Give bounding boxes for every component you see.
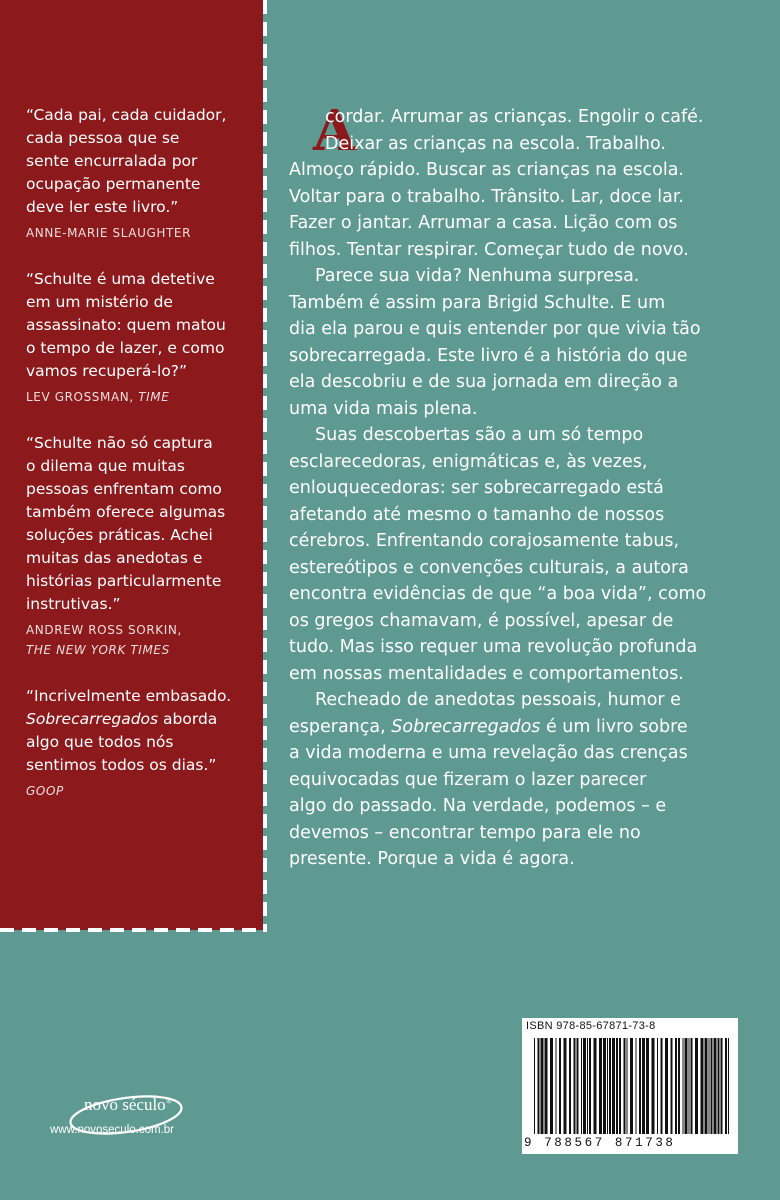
quote-line: em um mistério de (26, 293, 173, 311)
barcode-bar (603, 1038, 606, 1134)
body-line: em nossas mentalidades e comportamentos. (289, 663, 684, 684)
barcode-bar (657, 1038, 658, 1134)
barcode-bar (636, 1038, 637, 1134)
body-line: estereótipos e convenções culturais, a autora (289, 557, 689, 578)
body-line: encontra evidências de que “a boa vida”, como (289, 584, 707, 604)
quote-line: sente encurralada por (26, 152, 198, 170)
quote-line: sentimos todos os dias.” (26, 756, 217, 774)
quote-line: “Cada pai, cada cuidador, (26, 106, 227, 124)
barcode-bar (589, 1038, 591, 1134)
isbn-digits: 9 788567 871738 (524, 1136, 676, 1150)
barcode-bar (624, 1038, 626, 1134)
barcode-bar (599, 1038, 602, 1134)
barcode-bar (577, 1038, 579, 1134)
body-line: Suas descobertas são a um só tempo (315, 425, 644, 445)
body-line: afetando até mesmo o tamanho de nossos (289, 504, 665, 525)
quote-line: histórias particularmente (26, 572, 222, 590)
barcode-bar (714, 1038, 717, 1134)
paragraph-3 (289, 422, 759, 687)
barcode-bar (725, 1038, 727, 1134)
author-line (26, 387, 258, 407)
barcode-bar (709, 1038, 710, 1134)
body-line: cérebros. Enfrentando corajosamente tabus, (289, 531, 680, 551)
synopsis (289, 98, 759, 873)
barcode-bar (534, 1038, 535, 1134)
quote-line: deve ler este livro.” (26, 198, 179, 216)
body-line: ela descobriu e de sua jornada em direção a (289, 372, 679, 392)
quote-line: ocupação permanente (26, 175, 201, 193)
barcode-bar (609, 1038, 611, 1134)
quote-line: pessoas enfrentam como (26, 480, 222, 498)
body-line: tudo. Mas isso requer uma revolução profunda (289, 637, 698, 657)
quote-grossman (26, 268, 258, 407)
body-line: Almoço rápido. Buscar as crianças na escola. (289, 160, 684, 180)
isbn-label: ISBN 978-85-67871-73-8 (526, 1020, 656, 1032)
quote-line: instrutivas.” (26, 595, 121, 613)
quote-line: algo que todos nós (26, 733, 174, 751)
barcode-bar (607, 1038, 608, 1134)
barcode-bar (574, 1038, 576, 1134)
barcode-bar (685, 1038, 688, 1134)
publisher-name-text: novo século (84, 1095, 166, 1114)
quote-sorkin (26, 432, 258, 660)
body-line: equivocadas que fizeram o lazer parecer (289, 769, 647, 790)
body-line (289, 714, 759, 741)
body-line: algo do passado. Na verdade, podemos – e (289, 796, 667, 816)
barcode-bar (671, 1038, 673, 1134)
barcode-bar (721, 1038, 723, 1134)
barcode-bar (619, 1038, 621, 1134)
endorsements (26, 104, 258, 826)
barcode-bar (569, 1038, 571, 1134)
quote-text (26, 268, 258, 383)
body-fragment: é um livro sobre (540, 716, 688, 737)
quote-line: muitas das anedotas e (26, 549, 203, 567)
barcode-bar (612, 1038, 615, 1134)
body-line: Voltar para o trabalho. Trânsito. Lar, doce lar. (289, 186, 684, 207)
quote-author (26, 781, 258, 801)
paragraph-4 (289, 687, 759, 873)
body-line: presente. Porque a vida é agora. (289, 849, 575, 869)
author-source: TIME (138, 390, 170, 404)
author-name: LEV GROSSMAN, (26, 390, 134, 404)
barcode-bar (627, 1038, 628, 1134)
body-line: filhos. Tentar respirar. Começar tudo de novo. (289, 239, 689, 260)
barcode-bar (652, 1038, 655, 1134)
barcode-bar (678, 1038, 680, 1134)
quote-line: “Schulte não só captura (26, 434, 213, 452)
book-title: Sobrecarregados (391, 716, 541, 737)
barcode-bar (675, 1038, 677, 1134)
quote-line: “Schulte é uma detetive (26, 270, 215, 288)
barcode-bar (691, 1038, 693, 1134)
book-title: Sobrecarregados (26, 710, 159, 728)
barcode-bar (564, 1038, 567, 1134)
publisher-url: www.novoseculo.com.br (50, 1124, 174, 1136)
barcode-bar (581, 1038, 582, 1134)
author-source: THE NEW YORK TIMES (26, 643, 170, 657)
barcode-bar (689, 1038, 690, 1134)
quote-line: soluções práticas. Achei (26, 526, 213, 544)
barcode-bar (695, 1038, 698, 1134)
barcode-bar (642, 1038, 645, 1134)
author-name: ANNE-MARIE SLAUGHTER (26, 226, 192, 240)
barcode-bar (594, 1038, 597, 1134)
body-line: cordar. Arrumar as crianças. Engolir o café. (325, 107, 704, 127)
body-fragment: esperança, (289, 716, 392, 737)
quote-line (26, 708, 258, 731)
publisher-name (84, 1095, 172, 1115)
paragraph-2 (289, 263, 759, 422)
barcode-bar (711, 1038, 713, 1134)
barcode-bar (630, 1038, 633, 1134)
quote-fragment: aborda (158, 710, 218, 728)
barcode-bar (705, 1038, 708, 1134)
barcode-bar (683, 1038, 684, 1134)
quote-author (26, 223, 258, 243)
barcode-bar (665, 1038, 668, 1134)
barcode-bar (639, 1038, 641, 1134)
body-line: enlouquecedoras: ser sobrecarregado está (289, 478, 664, 498)
barcode-bar (701, 1038, 704, 1134)
quote-goop (26, 685, 258, 801)
quote-text (26, 104, 258, 219)
drop-cap: A (313, 98, 357, 164)
barcode-bars (534, 1038, 730, 1134)
author-name: ANDREW ROSS SORKIN, (26, 623, 182, 637)
barcode-bar (538, 1038, 540, 1134)
registered-mark: ® (165, 1096, 172, 1106)
body-line: a vida moderna e uma revelação das crenças (289, 743, 688, 763)
barcode-bar (646, 1038, 649, 1134)
quote-author (26, 620, 258, 660)
body-line: Deixar as crianças na escola. Trabalho. (325, 133, 666, 154)
barcode-bar (559, 1038, 561, 1134)
barcode-bar (661, 1038, 663, 1134)
quote-slaughter (26, 104, 258, 243)
quote-line: “Incrivelmente embasado. (26, 687, 232, 705)
barcode-bar (545, 1038, 548, 1134)
body-line: uma vida mais plena. (289, 398, 478, 419)
barcode-bar (583, 1038, 586, 1134)
quote-author (26, 387, 258, 407)
quote-line: também oferece algumas (26, 503, 226, 521)
quote-line: o tempo de lazer, e como (26, 339, 225, 357)
barcode-bar (556, 1038, 557, 1134)
quote-text (26, 685, 258, 777)
body-line: dia ela parou e quis entender por que vivia tão (289, 319, 701, 339)
barcode-bar (616, 1038, 618, 1134)
quote-line: assassinato: quem matou (26, 316, 226, 334)
paragraph-1 (289, 98, 759, 263)
quote-line: o dilema que muitas (26, 457, 185, 475)
quote-line: vamos recuperá-lo?” (26, 362, 188, 380)
body-line: Também é assim para Brigid Schulte. E um (289, 292, 666, 313)
dashed-border-vertical (263, 0, 267, 932)
dashed-border-horizontal (0, 928, 267, 932)
barcode-bar (587, 1038, 588, 1134)
barcode-bar (550, 1038, 553, 1134)
body-line: devemos – encontrar tempo para ele no (289, 822, 641, 843)
barcode-bar (728, 1038, 729, 1134)
author-source: GOOP (26, 784, 64, 798)
barcode (522, 1018, 738, 1154)
body-line: sobrecarregada. Este livro é a história do que (289, 345, 688, 366)
quote-text (26, 432, 258, 616)
barcode-bar (541, 1038, 544, 1134)
body-line: os gregos chamavam, é possível, apesar de (289, 610, 674, 631)
barcode-bar (718, 1038, 720, 1134)
body-line: Recheado de anedotas pessoais, humor e (315, 690, 681, 710)
body-line: Fazer o jantar. Arrumar a casa. Lição com os (289, 213, 678, 233)
quote-line: cada pessoa que se (26, 129, 180, 147)
body-line: esclarecedoras, enigmáticas e, às vezes, (289, 451, 648, 472)
body-line: Parece sua vida? Nenhuma surpresa. (315, 266, 640, 286)
